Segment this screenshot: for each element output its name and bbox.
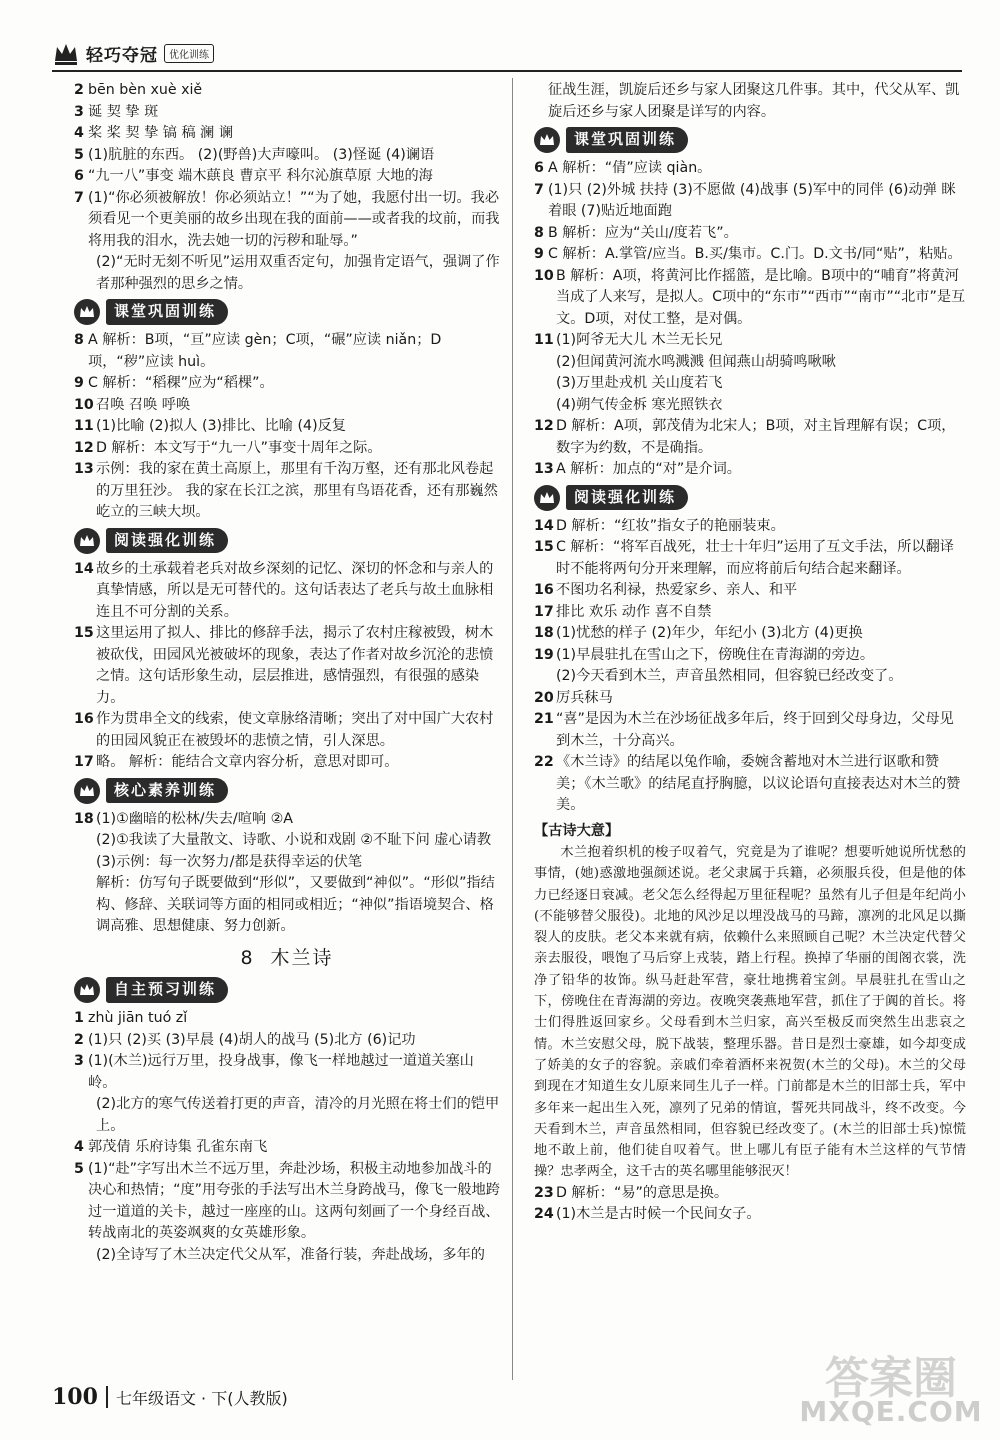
answer-item [74,559,500,624]
poem-meaning-label: 【古诗大意】 [534,822,620,839]
answer-text: (1)(木兰)远行万里，投身战事，像飞一样地越过一道道关塞山岭。 [88,1053,474,1091]
answer-number: 21 [534,711,554,727]
answer-number: 18 [534,625,554,641]
answer-number: 8 [74,332,84,348]
answer-item [534,266,966,331]
answer-item [74,1094,500,1137]
answer-item [74,459,500,524]
answer-item [534,158,966,180]
brand-logo [52,38,214,68]
brand-badge: 优化训练 [164,44,214,63]
answer-number: 3 [74,103,84,120]
answer-text: 诞 契 挚 斑 [88,103,159,120]
answer-item [534,1204,966,1226]
answer-item [74,145,500,167]
answer-item [74,623,500,709]
answer-text: (3)万里赴戎机 关山度若飞 [556,375,723,391]
answer-text: zhù jiān tuó zǐ [88,1010,188,1026]
answer-text: B 解析：A项，将黄河比作摇篮，是比喻。B项中的“哺育”将黄河当成了人来写，是拟人。C项中的“东市”“西市”“南市”“北市”是互文。D项，对仗工整，是对偶。 [556,267,966,327]
answer-number: 22 [534,754,554,770]
crown-logo-icon [52,39,80,67]
answer-text: (1)忧愁的样子 (2)年少，年纪小 (3)北方 (4)更换 [556,625,863,641]
section-header-reading [74,528,500,554]
answer-text: 略。 解析：能结合文章内容分析，意思对即可。 [96,754,399,770]
answer-text: A 解析：B项，“亘”应读 gèn；C项，“碾”应读 niǎn；D项，“秽”应读 huì。 [88,332,442,370]
answer-text: C 解析：A.掌管/应当。B.买/集市。C.门。D.文书/同“贴”，粘贴。 [548,246,962,262]
answer-number: 17 [534,603,554,620]
answer-item [74,395,500,417]
answer-item [74,1030,500,1052]
answer-item [74,102,500,124]
book-subject: 七年级语文 · 下(人教版) [115,1388,288,1408]
answer-item [74,416,500,438]
answer-number: 5 [74,146,84,163]
answer-number: 7 [74,189,84,206]
answer-number: 19 [534,646,554,663]
continued-answer: 征战生涯，凯旋后还乡与家人团聚这几件事。其中，代父从军、凯旋后还乡与家人团聚是详写的内容。 [548,82,960,120]
answer-text: 不图功名利禄，热爱家乡、亲人、和平 [556,582,798,598]
answer-item [74,330,500,373]
answer-item [534,416,966,459]
answer-number: 7 [534,181,544,198]
answer-text: (1)“赴”字写出木兰不远万里，奔赴沙场，积极主动地参加战斗的决心和热情；“度”用夸张的手法写出木兰身跨战马，像飞一般地跨过一道道的关卡，越过一座座的山。这两句刻画了一个身经百战、转战南北的英姿飒爽的女英雄形象。 [88,1160,500,1241]
answer-item [534,330,966,352]
answer-item [534,516,966,538]
answer-number: 16 [534,582,554,598]
answer-text: (2)①我读了大量散文、诗歌、小说和戏剧 ②不耻下问 虚心请教 [96,832,492,848]
answer-item [534,602,966,624]
answer-text: (4)朔气传金柝 寒光照铁衣 [556,396,723,413]
answer-number: 2 [74,1031,84,1048]
answer-item [74,830,500,852]
answer-item [74,373,500,395]
answer-text: 《木兰诗》的结尾以兔作喻，委婉含蓄地对木兰进行讴歌和赞美；《木兰歌》的结尾直抒胸臆，以议论语句直接表达对木兰的赞美。 [556,754,961,813]
answer-item [74,1051,500,1094]
answer-item [74,80,500,102]
section-header-core-literacy [74,778,500,804]
page-header [52,38,962,72]
right-column [534,80,966,1226]
answer-number: 13 [534,461,554,477]
answer-item [74,873,500,938]
answer-text: 桨 桨 契 挚 镐 稿 澜 谰 [88,125,234,141]
answer-number: 23 [534,1184,554,1201]
lesson-title: 木兰诗 [270,946,334,969]
answer-number: 14 [74,560,94,577]
answer-number: 11 [74,418,94,434]
answer-number: 17 [74,754,94,770]
answer-text: D 解析：“红妆”指女子的艳丽装束。 [556,517,785,534]
answer-item [534,666,966,688]
answer-text: (2)今天看到木兰，声音虽然相同，但容貌已经改变了。 [556,668,903,684]
answer-number: 4 [74,1139,84,1155]
answer-text: (1)①幽暗的松林/失去/喧响 ②A [96,810,293,827]
answer-item [74,1245,500,1267]
watermark-domain: MXQE.COM [799,1395,983,1428]
crown-icon [534,485,560,511]
answer-item [534,352,966,374]
answer-text: 示例：我的家在黄土高原上，那里有千沟万壑，还有那北风卷起的万里狂沙。 我的家在长江之滨，那里有鸟语花香，还有那巍然屹立的三峡大坝。 [96,461,498,520]
answer-text: D 解析：“易”的意思是换。 [556,1184,729,1201]
crown-icon [74,528,100,554]
answer-text: (1)只 (2)外城 扶持 (3)不愿做 (4)战事 (5)军中的同伴 (6)动弹 眯着眼 (7)贴近地面跑 [548,181,956,219]
section-title: 课堂巩固训练 [106,299,228,325]
section-header-self-preview [74,977,500,1003]
answer-item [74,1008,500,1030]
answer-number: 20 [534,689,554,706]
answer-number: 10 [74,396,94,413]
answer-number: 6 [534,160,544,176]
column-divider [512,78,513,1380]
answer-text: A 解析：加点的“对”是介词。 [556,461,741,477]
answer-item [74,852,500,874]
answer-item [74,252,500,295]
section-header-class-consolidation [534,127,966,153]
answer-item [74,438,500,460]
answer-text: (2)全诗写了木兰决定代父从军，准备行装，奔赴战场，多年的 [96,1246,485,1263]
page-number: 100 [52,1384,98,1410]
answer-text: (1)只 (2)买 (3)早晨 (4)胡人的战马 (5)北方 (6)记功 [88,1031,416,1048]
answer-text: (1)早晨驻扎在雪山之下，傍晚住在青海湖的旁边。 [556,646,875,663]
answer-item [534,709,966,752]
answer-number: 10 [534,267,554,284]
answer-item [534,244,966,266]
answer-number: 9 [534,246,544,262]
answer-text: D 解析：本文写于“九一八”事变十周年之际。 [96,439,382,456]
answer-item [74,809,500,831]
answer-number: 15 [534,539,554,555]
watermark-logo [796,1338,986,1430]
answer-item [534,459,966,481]
crown-icon [534,127,560,153]
answer-item [534,223,966,245]
answer-number: 2 [74,82,84,98]
answer-number: 16 [74,711,94,727]
answer-text: (1)“你必须被解放！你必须站立！”“为了她，我愿付出一切。我必须看见一个更美丽的故乡出现在我的面前——或者我的坟前，而我将用我的泪水，洗去她一切的污秽和耻辱。” [88,189,500,249]
answer-text: 厉兵秣马 [556,689,613,706]
section-header-class-consolidation [74,299,500,325]
answer-number: 24 [534,1206,554,1223]
answer-number: 12 [74,439,94,456]
answer-text: (2)北方的寒气传送着打更的声音，清冷的月光照在将士们的铠甲上。 [96,1096,500,1134]
section-title: 课堂巩固训练 [566,127,688,153]
answer-item [74,1137,500,1159]
lesson-number: 8 [240,946,255,969]
answer-text: (1)木兰是古时候一个民间女子。 [556,1206,761,1223]
answer-number: 6 [74,168,84,184]
answer-number: 12 [534,418,554,434]
answer-text: “九一八”事变 端木蕻良 曹京平 科尔沁旗草原 大地的海 [88,168,433,184]
answer-number: 11 [534,332,554,348]
answer-text: “喜”是因为木兰在沙场征战多年后，终于回到父母身边，父母见到木兰，十分高兴。 [556,711,954,749]
answer-item [534,688,966,710]
answer-number: 3 [74,1053,84,1069]
answer-number: 9 [74,375,84,391]
answer-number: 13 [74,461,94,477]
answer-item [534,645,966,667]
section-title: 自主预习训练 [106,977,228,1003]
section-title: 阅读强化训练 [106,528,228,554]
answer-number: 14 [534,517,554,534]
answer-number: 4 [74,125,84,141]
answer-text: bēn bèn xuè xiě [88,82,203,98]
answer-item [534,373,966,395]
answer-text: (1)比喻 (2)拟人 (3)排比、比喻 (4)反复 [96,418,346,434]
answer-text: 排比 欢乐 动作 喜不自禁 [556,603,712,620]
answer-text: 这里运用了拟人、排比的修辞手法，揭示了农村庄稼被毁，树木被砍伐，田园风光被破坏的现象，表达了作者对故乡沉沦的悲愤之情。这句话形象生动，层层推进，感情强烈，有很强的感染力。 [96,625,494,706]
answer-item [534,537,966,580]
answer-text: 故乡的土承载着老兵对故乡深刻的记忆、深切的怀念和与亲人的真挚情感，所以是无可替代的。这句话表达了老兵与故土血脉相连且不可分割的关系。 [96,560,494,620]
answer-item [74,123,500,145]
answer-text: B 解析：应为“关山/度若飞”。 [548,224,738,241]
section-header-reading [534,485,966,511]
answer-text: C 解析：“将军百战死，壮士十年归”运用了互文手法，所以翻译时不能将两句分开来理解，而应将前后句结合起来翻译。 [556,539,954,577]
answer-text: C 解析：“稻稞”应为“稻棵”。 [88,375,274,391]
answer-text: 召唤 召唤 呼唤 [96,396,191,413]
page-footer [52,1382,288,1412]
answer-text: (3)示例：每一次努力/都是获得幸运的伏笔 [96,853,363,870]
answer-item [534,1183,966,1205]
crown-icon [74,299,100,325]
answer-text: (1)肮脏的东西。 (2)(野兽)大声嚎叫。 (3)怪诞 (4)谰语 [88,146,435,163]
answer-item [74,1159,500,1245]
answer-number: 8 [534,224,544,241]
brand-name: 轻巧夺冠 [86,45,158,66]
crown-icon [74,778,100,804]
answer-item [534,395,966,417]
answer-text: (2)“无时无刻不听见”运用双重否定句，加强肯定语气，强调了作者那种强烈的思乡之情。 [96,254,500,292]
answer-item [74,188,500,253]
answer-item [534,752,966,817]
section-title: 核心素养训练 [106,778,228,804]
answer-text: D 解析：A项，郭茂倩为北宋人；B项，对主旨理解有误；C项，数字为约数，不是确指。 [556,418,956,456]
answer-text: A 解析：“倩”应读 qiàn。 [548,160,712,176]
answer-number: 1 [74,1010,84,1026]
answer-number: 18 [74,810,94,827]
answer-text: 作为贯串全文的线索，使文章脉络清晰；突出了对中国广大农村的田园风貌正在被毁坏的悲愤之情，引人深思。 [96,711,494,749]
poem-meaning-text: 木兰抱着织机的梭子叹着气，究竟是为了谁呢？想要听她说所忧愁的事情，(她)惑激地强颜述说。老父隶属于兵籍，必须服兵役，但是他的体力已经逐日衰减。老父怎么经得起万里征程呢？虽然有儿子但是年纪尚小(不能够替父服役)。北地的风沙足以埋没战马的马蹄，凛冽的北风足以撕裂人的皮肤。老父本来就有病，依赖什么来照顾自己呢？木兰决定代替父亲去服役，喂饱了马后穿上戎装，踏上行程。换掉了华丽的闺阁衣裳，洗净了铅华的妆饰。纵马赶赴军营，豪壮地携着宝剑。早晨驻扎在雪山之下，傍晚住在青海湖的旁边。夜晚突袭燕地军营，抓住了于阗的首长。将士们得胜返回家乡。父母看到木兰归家，高兴至极反而突然生出悲哀之情。木兰安慰父母，脱下战装，整理乐器。昔日是烈士豪雄，如今却变成了娇美的女子的容貌。亲戚们牵着酒杯来祝贺(木兰的父母)。木兰的父母到现在才知道生女儿原来同生儿子一样。门前都是木兰的旧部士兵，军中多年来一起出生入死，凛列了兄弟的情谊，誓死共同战斗，终不改变。今天看到木兰，声音虽然相同，但容貌已经改变了。(木兰的旧部士兵)惊慌地不敢上前，他们徒自叹着气。世上哪儿有臣子能有木兰这样的气节情操？忠孝两全，这千古的英名哪里能够泯灭！ [534,845,966,1180]
left-column [74,80,500,1266]
answer-item [534,623,966,645]
answer-item [534,580,966,602]
answer-text: 解析：仿写句子既要做到“形似”，又要做到“神似”。“形似”指结构、修辞、关联词等方面的相同或相近；“神似”指语境契合、格调高雅、思想健康、努力创新。 [96,875,495,934]
answer-text: 郭茂倩 乐府诗集 孔雀东南飞 [88,1139,268,1155]
answer-number: 5 [74,1160,84,1177]
watermark-title: 答案圈 [825,1353,957,1404]
answer-item [534,180,966,223]
lesson-heading [74,948,500,970]
header-rule [52,70,962,72]
footer-separator [106,1386,108,1408]
section-title: 阅读强化训练 [566,485,688,511]
answer-text: (2)但闻黄河流水鸣溅溅 但闻燕山胡骑鸣啾啾 [556,353,836,370]
crown-icon [74,977,100,1003]
answer-text: (1)阿爷无大儿 木兰无长兄 [556,332,723,348]
answer-number: 15 [74,625,94,641]
answer-item [74,709,500,752]
answer-item [74,166,500,188]
answer-item [74,752,500,774]
